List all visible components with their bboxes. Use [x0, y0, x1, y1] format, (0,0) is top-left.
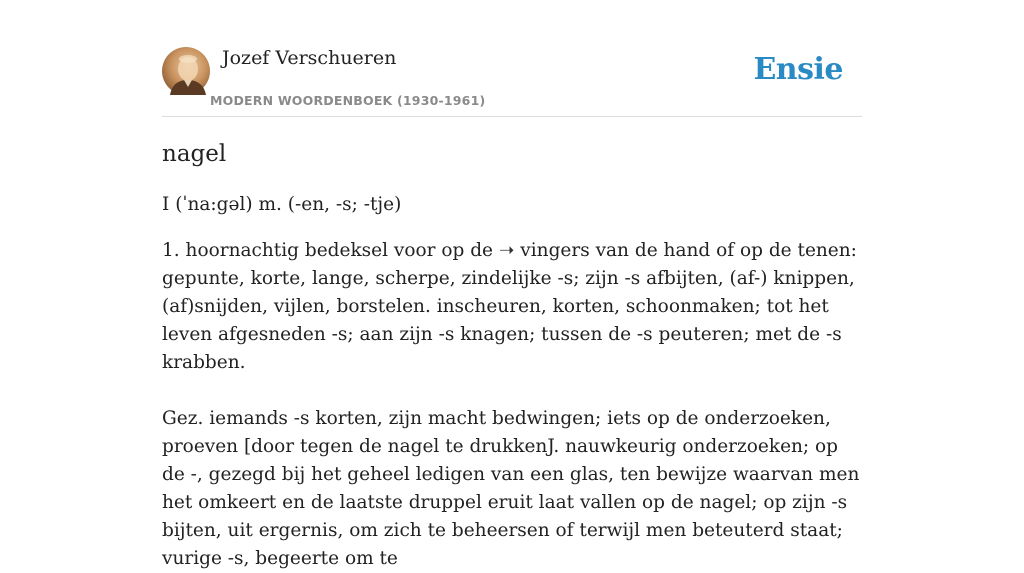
entry-content [162, 138, 862, 573]
cross-reference-arrow-icon[interactable]: ➝ [498, 240, 515, 261]
entry-expressions: Gez. iemands -s korten, zijn macht bedwingen; iets op de onderzoeken, proeven [door tegen de nagel te drukkenJ. nauwkeurig onderzoeken; op de -, gezegd bij het geheel ledigen van een glas, ten bewijze waarvan men het omkeert en de laatste druppel eruit laat vallen op de nagel; op zijn -s bijten, uit ergernis, om zich te beheersen of terwijl men beteuterd staat; vurige -s, begeerte om te [162, 408, 860, 569]
page-header [162, 46, 862, 117]
author-portrait-icon [162, 47, 210, 95]
source-dictionary-label[interactable]: MODERN WOORDENBOEK (1930-1961) [210, 93, 486, 108]
ensie-logo[interactable]: Ensie [753, 52, 843, 87]
author-name[interactable]: Jozef Verschueren [222, 47, 397, 69]
definition-text-rest: vingers van de hand of op de tenen: gepunte, korte, lange, scherpe, zindelijke -s; zijn -s afbijten, (af-) knippen, (af)snijden, vijlen, borstelen. inscheuren, korten, schoonmaken; tot het leven afgesneden -s; aan zijn -s knagen; tussen de -s peuteren; met de -s krabben. [162, 240, 857, 373]
author-avatar[interactable] [162, 47, 210, 95]
entry-grammar: I (ˈna:gəl) m. (-en, -s; -tje) [162, 194, 402, 215]
definition-text-start: 1. hoornachtig bedeksel voor op de [162, 240, 499, 261]
entry-title: nagel [162, 141, 227, 167]
entry-definition [162, 237, 862, 377]
